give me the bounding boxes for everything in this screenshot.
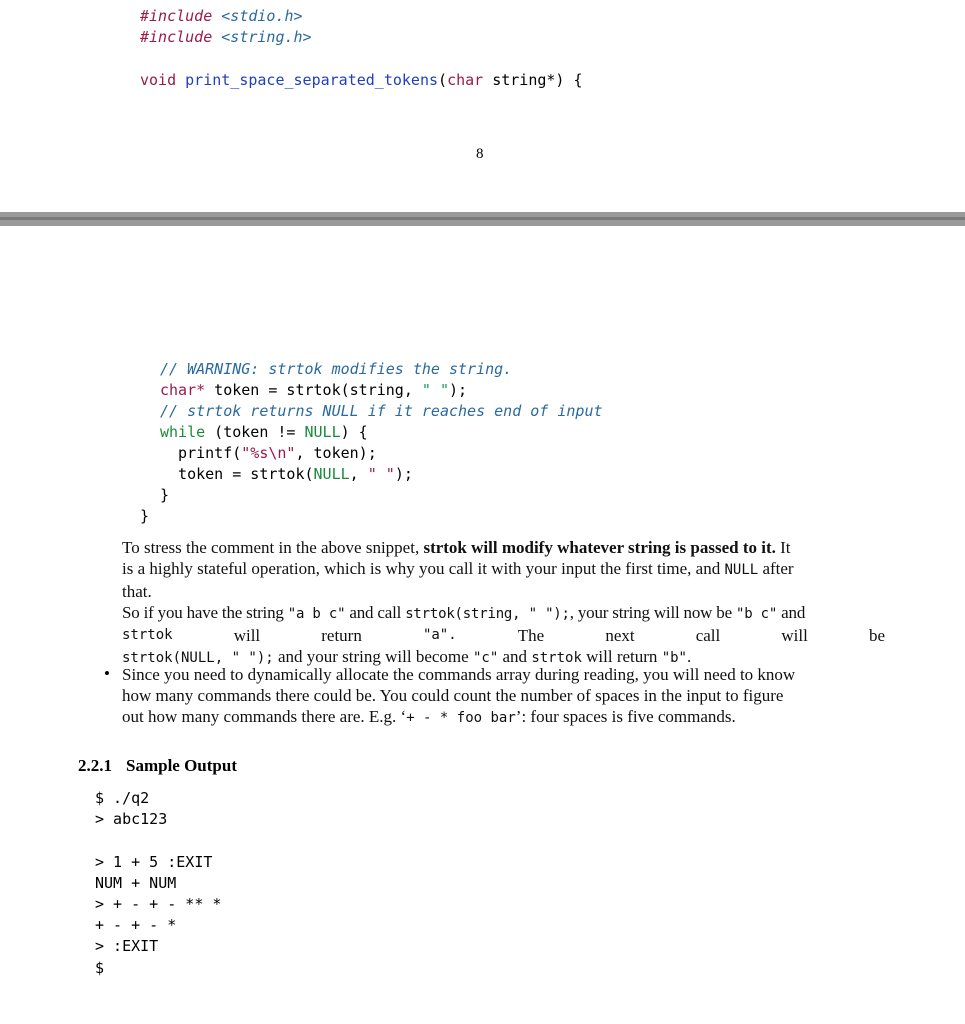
text-run: So if you have the string: [122, 603, 288, 622]
code-text: (: [438, 71, 448, 89]
output-line: NUM + NUM: [95, 874, 177, 892]
text-line: how many commands there could be. You could count the number of spaces in the input to figure: [122, 686, 784, 705]
text-line: Since you need to dynamically allocate the commands array during reading, you will need to know: [122, 665, 796, 684]
text-line: [122, 537, 885, 558]
text-line-justified: [122, 625, 885, 646]
text-line: [122, 581, 885, 602]
text-run: , your string will now be: [569, 603, 736, 622]
type-keyword: char*: [160, 381, 206, 399]
page-separator-line: [0, 217, 965, 220]
null-constant: NULL: [313, 465, 350, 483]
inline-code: "c": [472, 650, 499, 666]
type-keyword: void: [140, 71, 177, 89]
code-text: , token);: [295, 444, 377, 462]
header-name: <string.h>: [221, 28, 312, 46]
paragraph-dynamic-allocation: [122, 664, 885, 729]
inline-code: "a b c": [287, 606, 346, 622]
code-text: ,: [349, 465, 368, 483]
text-run: is a highly stateful operation, which is why you call it with your input the first time, and: [122, 559, 725, 578]
inline-code: + - * foo bar: [406, 710, 516, 726]
output-line: + - + - *: [95, 916, 177, 934]
code-text: token = strtok(: [160, 465, 314, 483]
code-line-strtok-null: [160, 464, 413, 485]
inline-code: strtok(NULL, " ");: [122, 650, 274, 666]
string-literal: " ": [367, 465, 395, 483]
output-line: > 1 + 5 :EXIT: [95, 853, 213, 871]
preprocessor-keyword: #include: [140, 28, 213, 46]
string-literal: " ": [421, 381, 449, 399]
inline-code: "b c": [735, 606, 778, 622]
inline-code: strtok: [122, 627, 173, 643]
section-title: Sample Output: [126, 756, 237, 775]
bullet-marker: •: [104, 664, 110, 683]
bold-text: strtok will modify whatever string is passed to it.: [423, 538, 776, 557]
code-line-while: [160, 422, 368, 443]
text-run: and: [777, 603, 806, 622]
output-line: > abc123: [95, 810, 168, 828]
type-keyword: char: [447, 71, 484, 89]
null-constant: NULL: [304, 423, 341, 441]
paragraph-strtok-stress: [122, 537, 885, 669]
text-run: will return: [581, 647, 662, 666]
code-comment: // WARNING: strtok modifies the string.: [160, 360, 513, 378]
text-line: [122, 558, 885, 581]
text-run: that.: [122, 582, 152, 601]
output-line: $ ./q2: [95, 789, 150, 807]
header-name: <stdio.h>: [221, 7, 303, 25]
inline-code: strtok: [531, 650, 582, 666]
text-word: The: [517, 626, 545, 645]
text-run: and call: [345, 603, 406, 622]
section-number: 2.2.1: [78, 756, 112, 775]
preprocessor-keyword: #include: [140, 7, 213, 25]
page-number: 8: [476, 146, 484, 162]
code-close-brace: }: [160, 486, 170, 504]
text-run: after: [758, 559, 794, 578]
code-line-printf: [160, 443, 377, 464]
inline-code: NULL: [724, 562, 759, 578]
text-run: out how many commands there are. E.g. ‘: [122, 707, 407, 726]
string-literal: "%s\n": [241, 444, 296, 462]
text-run: .: [686, 647, 692, 666]
code-text: );: [394, 465, 413, 483]
text-word: return: [321, 626, 362, 645]
code-text: ) {: [340, 423, 368, 441]
code-text: );: [449, 381, 468, 399]
code-line-function-signature: [140, 70, 583, 91]
inline-code: "b": [661, 650, 687, 666]
text-line: [122, 706, 885, 729]
text-run: To stress the comment in the above snippet,: [122, 538, 424, 557]
code-line-include-stdio: [140, 6, 303, 27]
text-run: ’: four spaces is five commands.: [515, 707, 736, 726]
output-line: > + - + - ** *: [95, 895, 222, 913]
text-word: will: [233, 626, 261, 645]
control-keyword: while: [160, 423, 206, 441]
text-word: be: [868, 626, 885, 645]
output-line: $: [95, 959, 105, 977]
text-word: call: [695, 626, 721, 645]
code-comment: // strtok returns NULL if it reaches end of input: [160, 402, 603, 420]
code-text: string*) {: [483, 71, 583, 89]
text-run: It: [775, 538, 791, 557]
text-word: next: [605, 626, 635, 645]
function-name: print_space_separated_tokens: [185, 71, 439, 89]
inline-code: "a".: [422, 627, 457, 643]
code-line-token-decl: [160, 380, 467, 401]
code-text: printf(: [160, 444, 242, 462]
text-run: and: [498, 647, 532, 666]
code-text: (token !=: [205, 423, 305, 441]
inline-code: strtok(string, " ");: [405, 606, 570, 622]
code-close-brace: }: [140, 507, 150, 525]
output-line: > :EXIT: [95, 937, 159, 955]
text-run: and your string will become: [273, 647, 473, 666]
section-heading: [78, 756, 237, 776]
text-word: will: [781, 626, 808, 645]
text-line: [122, 602, 885, 625]
code-text: token = strtok(string,: [205, 381, 422, 399]
code-line-include-string: [140, 27, 312, 48]
